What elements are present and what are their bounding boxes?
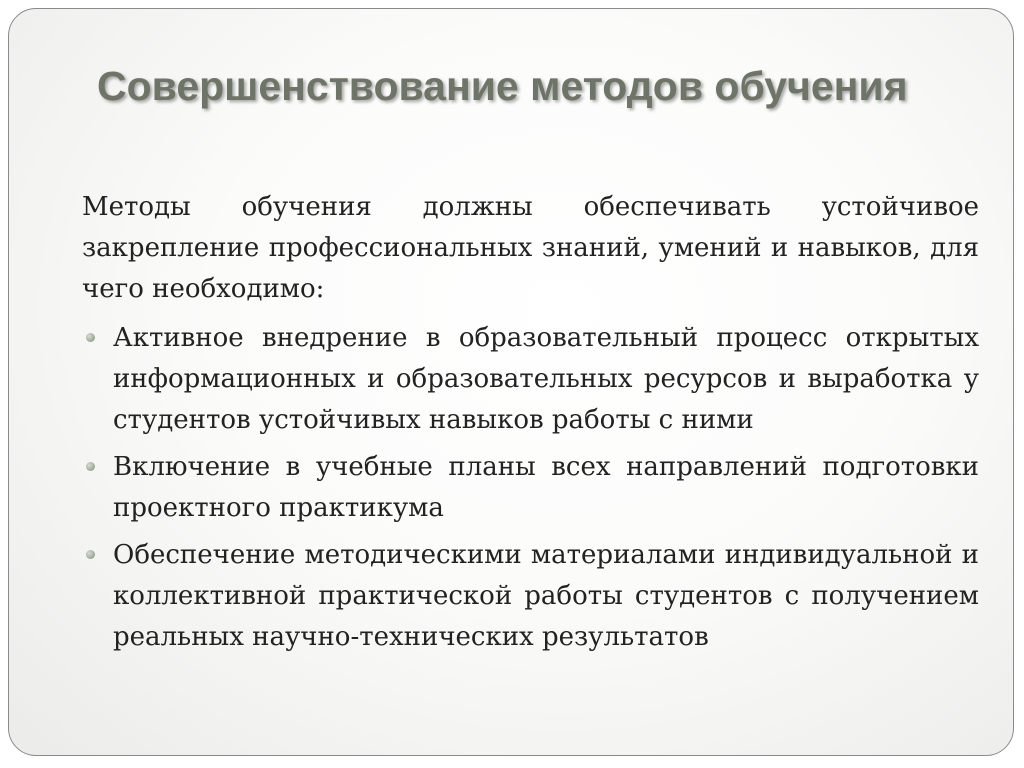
slide-frame: [8, 8, 1014, 756]
intro-paragraph: Методы обучения должны обеспечивать устойчивое закрепление профессиональных знаний, умений и навыков, для чего необходимо:: [82, 192, 979, 304]
bullet-dot-icon: [84, 535, 98, 576]
list-item: [82, 447, 979, 529]
slide-title: Совершенствование методов обучения: [97, 63, 908, 109]
bullet-text: Обеспечение методическими материалами индивидуальной и коллективной практической работы студентов с получением реальных научно-технических результатов: [113, 540, 979, 652]
bullet-text: Активное внедрение в образовательный процесс открытых информационных и образовательных ресурсов и выработка у студентов устойчивых навыков работы с ними: [113, 323, 979, 435]
list-item: [82, 318, 979, 441]
list-item: [82, 535, 979, 658]
slide-body: [82, 187, 979, 664]
bullet-text: Включение в учебные планы всех направлений подготовки проектного практикума: [113, 452, 979, 523]
bullet-dot-icon: [84, 447, 98, 488]
bullet-dot-icon: [84, 318, 98, 359]
bullet-list: [82, 318, 979, 658]
